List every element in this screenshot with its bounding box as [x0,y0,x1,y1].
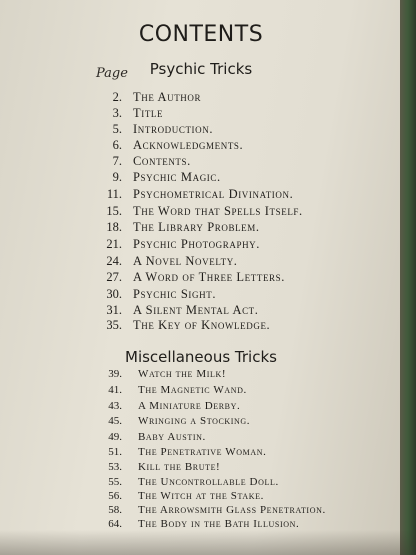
page-number: 9. [112,170,122,184]
page-number: 30. [106,287,122,301]
entry-title: The Body in the Bath Illusion. [138,518,300,530]
entry-title: Kill the Brute! [138,461,221,473]
page-title: CONTENTS [138,22,264,47]
page-number: 64. [108,518,122,530]
page-number: 43. [108,400,122,412]
page-number: 11. [106,187,122,201]
entry-title: Baby Austin. [138,431,206,443]
entry-title: The Library Problem. [133,220,260,234]
page-number: 49. [108,431,122,443]
page-number: 53. [108,461,122,473]
page-number: 55. [108,476,122,488]
page-number: 3. [112,106,122,120]
page-number: 39. [108,368,122,380]
page-number: 6. [112,138,122,152]
page-column-label: Page [96,66,128,81]
section-heading-miscellaneous-tricks: Miscellaneous Tricks [125,348,277,366]
page-number: 21. [106,237,122,251]
page-number: 7. [112,154,122,168]
book-cover-edge [400,0,416,555]
entry-title: The Witch at the Stake. [138,490,264,502]
entry-title: The Word that Spells Itself. [133,204,303,218]
page-number: 31. [106,303,122,317]
entry-title: A Novel Novelty. [133,254,238,268]
entry-title: Title [133,106,164,120]
entry-title: The Magnetic Wand. [138,384,247,396]
page-number: 58. [108,504,122,516]
page-number: 15. [106,204,122,218]
entry-title: The Key of Knowledge. [133,318,271,332]
entry-title: A Miniature Derby. [138,400,241,412]
section-heading-psychic-tricks: Psychic Tricks [149,60,253,78]
entry-title: Psychic Photography. [133,237,261,251]
entry-title: The Arrowsmith Glass Penetration. [138,504,326,516]
entry-title: The Uncontrollable Doll. [138,476,279,488]
page-number: 2. [112,90,122,104]
page-number: 56. [108,490,122,502]
page-number: 18. [106,220,122,234]
entry-title: Watch the Milk! [138,368,227,380]
entry-title: A Word of Three Letters. [133,270,285,284]
entry-title: Psychometrical Divination. [133,187,294,201]
entry-title: Psychic Sight. [133,287,217,301]
entry-title: Acknowledgments. [133,138,244,152]
page-number: 27. [106,270,122,284]
entry-title: The Penetrative Woman. [138,446,267,458]
entry-title: Wringing a Stocking. [138,415,251,427]
page-number: 35. [106,318,122,332]
entry-title: Contents. [133,154,191,168]
page-number: 41. [108,384,122,396]
page-number: 24. [106,254,122,268]
entry-title: The Author [133,90,202,104]
page-number: 5. [112,122,122,136]
entry-title: A Silent Mental Act. [133,303,259,317]
entry-title: Psychic Magic. [133,170,221,184]
page-shadow [0,530,416,555]
page-number: 51. [108,446,122,458]
page-number: 45. [108,415,122,427]
entry-title: Introduction. [133,122,214,136]
